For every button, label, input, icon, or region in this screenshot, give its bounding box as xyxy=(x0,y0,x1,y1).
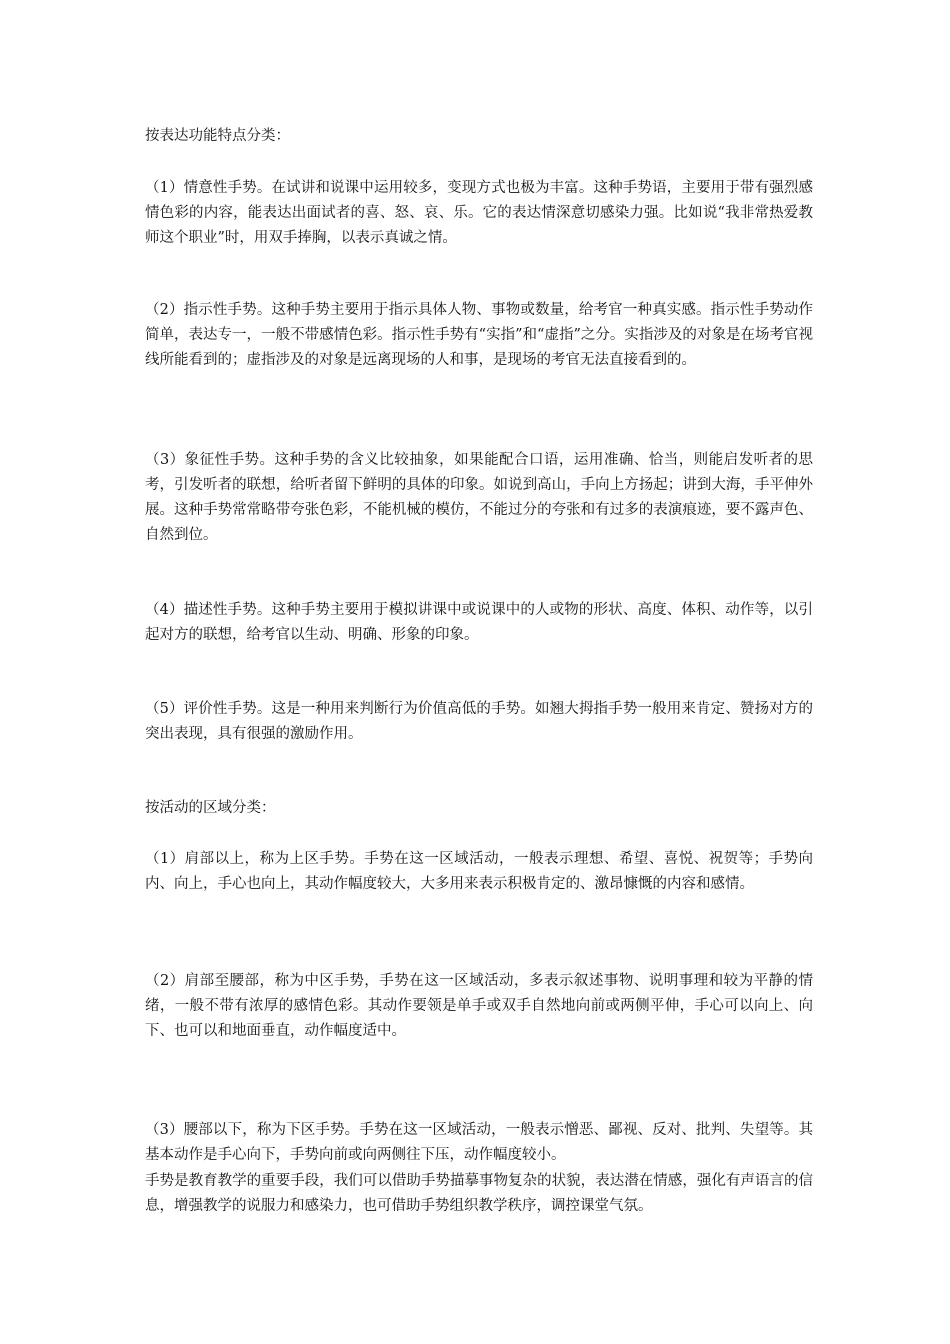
paragraph-upper-region: （1）肩部以上，称为上区手势。手势在这一区域活动，一般表示理想、希望、喜悦、祝贺等；手势向内、向上，手心也向上，其动作幅度较大，大多用来表示积极肯定的、激昂慷慨的内容和感情。 xyxy=(145,851,813,892)
paragraph-descriptive-gesture: （4）描述性手势。这种手势主要用于模拟讲课中或说课中的人或物的形状、高度、体积、动作等，以引起对方的联想，给考官以生动、明确、形象的印象。 xyxy=(145,602,813,643)
paragraph-middle-region: （2）肩部至腰部，称为中区手势，手势在这一区域活动，多表示叙述事物、说明事理和较为平静的情绪，一般不带有浓厚的感情色彩。其动作要领是单手或双手自然地向前或两侧平伸，手心可以向上、向下、也可以和地面垂直，动作幅度适中。 xyxy=(145,973,813,1039)
paragraph-lower-region: （3）腰部以下，称为下区手势。手势在这一区域活动，一般表示憎恶、鄙视、反对、批判、失望等。其基本动作是手心向下，手势向前或向两侧往下压，动作幅度较小。 xyxy=(145,1122,813,1163)
paragraph-symbolic-gesture: （3）象征性手势。这种手势的含义比较抽象，如果能配合口语，运用准确、恰当，则能启发听者的思考，引发听者的联想，给听者留下鲜明的具体的印象。如说到高山，手向上方扬起；讲到大海，手平伸外展。这种手势常常略带夸张色彩，不能机械的模仿，不能过分的夸张和有过多的表演痕迹，要不露声色、自然到位。 xyxy=(145,452,813,543)
section-heading-function: 按表达功能特点分类： xyxy=(145,128,290,144)
section-heading-region: 按活动的区域分类： xyxy=(145,800,276,816)
paragraph-evaluative-gesture: （5）评价性手势。这是一种用来判断行为价值高低的手势。如翘大拇指手势一般用来肯定、赞扬对方的突出表现，具有很强的激励作用。 xyxy=(145,701,813,742)
paragraph-emotional-gesture: （1）情意性手势。在试讲和说课中运用较多，变现方式也极为丰富。这种手势语，主要用于带有强烈感情色彩的内容，能表达出面试者的喜、怒、哀、乐。它的表达情深意切感染力强。比如说“我非常热爱教师这个职业”时，用双手捧胸，以表示真诚之情。 xyxy=(145,180,813,246)
paragraph-indicative-gesture: （2）指示性手势。这种手势主要用于指示具体人物、事物或数量，给考官一种真实感。指示性手势动作简单，表达专一，一般不带感情色彩。指示性手势有“实指”和“虚指”之分。实指涉及的对象是在场考官视线所能看到的；虚指涉及的对象是远离现场的人和事，是现场的考官无法直接看到的。 xyxy=(145,302,813,368)
paragraph-conclusion: 手势是教育教学的重要手段，我们可以借助手势描摹事物复杂的状貌，表达潜在情感，强化有声语言的信息，增强教学的说服力和感染力，也可借助手势组织教学秩序，调控课堂气氛。 xyxy=(145,1173,813,1214)
